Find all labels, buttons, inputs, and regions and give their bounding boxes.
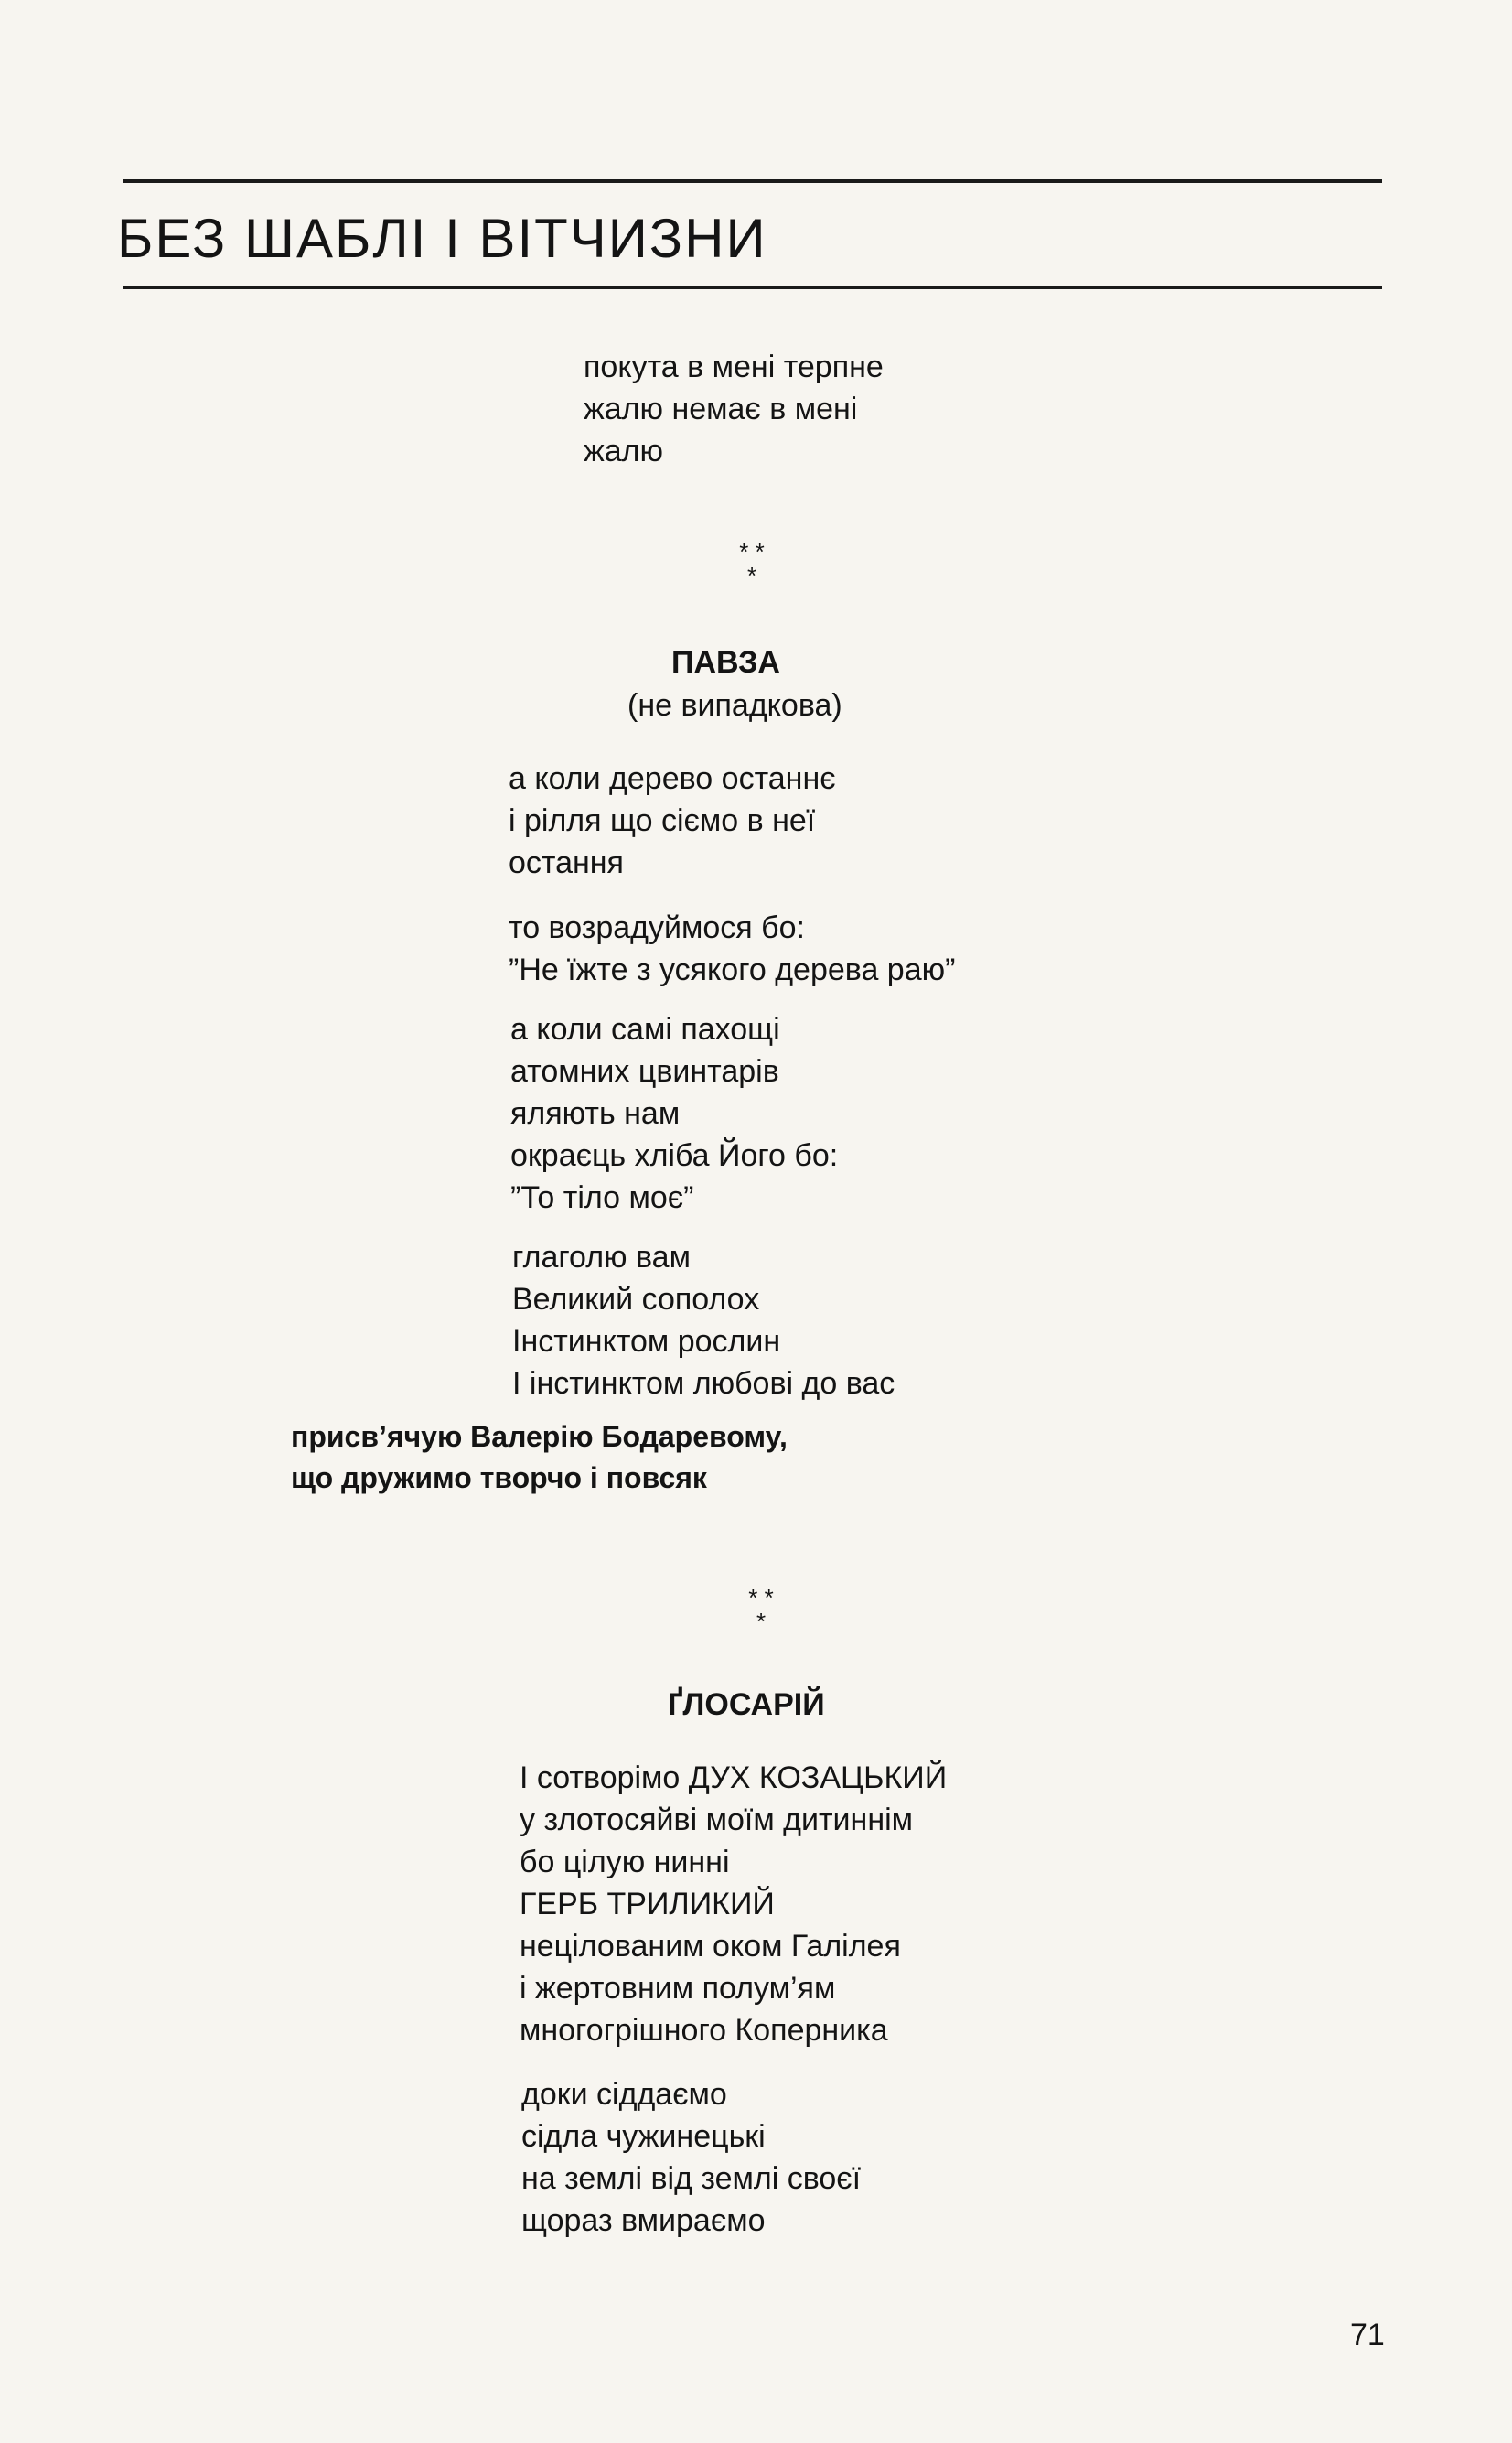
section-separator [715, 540, 788, 587]
opening-stanza [584, 346, 884, 472]
verse-line: І інстинктом любові до вас [512, 1366, 895, 1401]
poem-stanza [509, 758, 836, 884]
section-separator [724, 1586, 798, 1633]
verse-line: жалю [584, 434, 663, 468]
separator-star-bottom: * [756, 1608, 767, 1635]
verse-line: нецілованим оком Галілея [520, 1929, 901, 1964]
verse-line: бо цілую нинні [520, 1845, 730, 1879]
poem-stanza [520, 1757, 947, 2051]
verse-line: покута в мені терпне [584, 350, 884, 384]
poem-title: ПАВЗА [671, 645, 780, 680]
verse-line: і жертовним полум’ям [520, 1971, 836, 2006]
verse-line: а коли самі пахощі [510, 1012, 780, 1047]
verse-line: а коли дерево останнє [509, 761, 836, 796]
verse-line: окраєць хліба Його бо: [510, 1138, 839, 1173]
separator-stars-top: * * [748, 1584, 774, 1611]
poem-title: ҐЛОСАРІЙ [668, 1687, 825, 1722]
verse-line: остання [509, 845, 624, 880]
verse-line: І сотворімо ДУХ КОЗАЦЬКИЙ [520, 1760, 948, 1795]
verse-line: многогрішного Коперника [520, 2013, 888, 2048]
dedication [291, 1416, 788, 1499]
verse-line: атомних цвинтарів [510, 1054, 779, 1089]
verse-line: у злотосяйві моїм дитиннім [520, 1803, 914, 1837]
poem-stanza [510, 1008, 838, 1219]
verse-line: Інстинктом рослин [512, 1324, 781, 1359]
verse-line: ГЕРБ ТРИЛИКИЙ [520, 1887, 775, 1921]
verse-line: Великий сополох [512, 1282, 760, 1317]
verse-line: на землі від землі своєї [521, 2161, 862, 2196]
verse-line: і рілля що сіємо в неї [509, 803, 816, 838]
dedication-line: що дружимо творчо і повсяк [291, 1461, 707, 1494]
poem-stanza [512, 1236, 895, 1404]
verse-line: ”То тіло моє” [510, 1180, 694, 1215]
header-top-rule [123, 179, 1382, 183]
verse-line: жалю немає в мені [584, 392, 858, 426]
poem-stanza [509, 907, 955, 991]
verse-line: щораз вмираємо [521, 2203, 766, 2238]
verse-line: глаголю вам [512, 1240, 691, 1275]
verse-line: то возрадуймося бо: [509, 910, 805, 945]
verse-line: ”Не їжте з усякого дерева раю” [509, 952, 956, 987]
separator-star-bottom: * [746, 562, 757, 589]
header-bottom-rule [123, 286, 1382, 289]
verse-line: яляють нам [510, 1096, 681, 1131]
page-number: 71 [1350, 2318, 1385, 2352]
dedication-line: присв’ячую Валерію Бодаревому, [291, 1420, 788, 1453]
poem-subtitle: (не випадкова) [627, 688, 842, 723]
separator-stars-top: * * [739, 538, 765, 565]
verse-line: доки сіддаємо [521, 2077, 727, 2112]
poem-stanza [521, 2073, 861, 2242]
running-header: БЕЗ ШАБЛІ І ВІТЧИЗНИ [117, 208, 767, 269]
verse-line: сідла чужинецькі [521, 2119, 766, 2154]
